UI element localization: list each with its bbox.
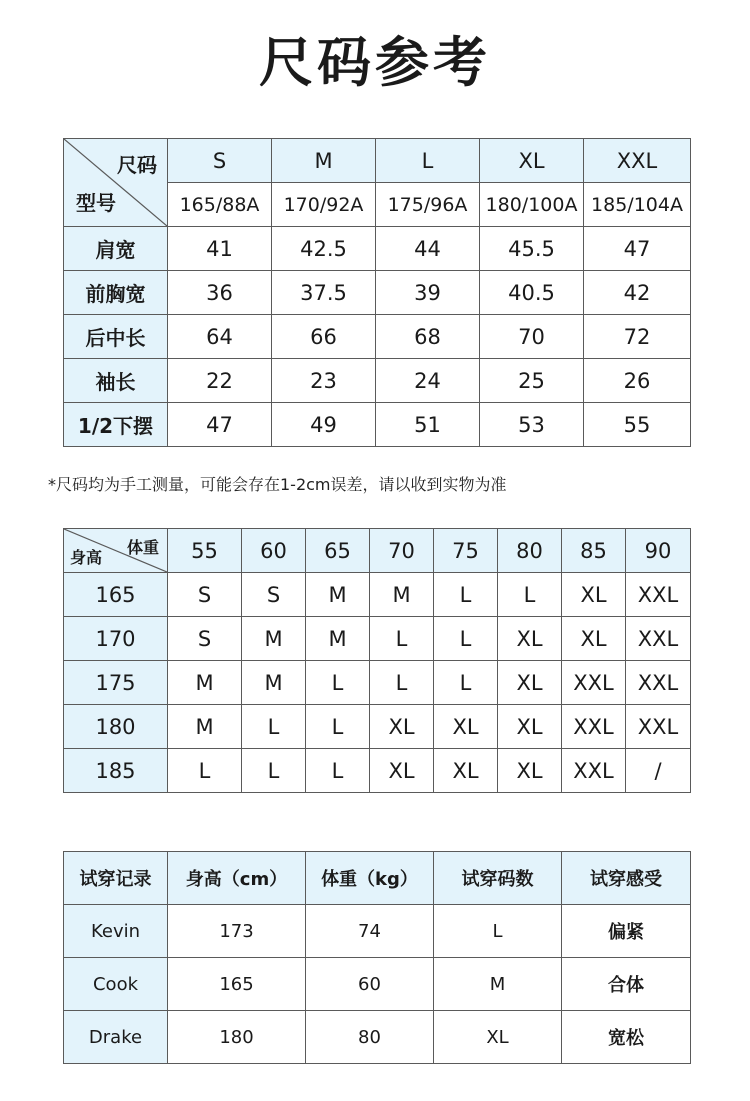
weight-header: 70 — [370, 529, 434, 573]
fit-cell: L — [434, 573, 498, 617]
trial-name: Kevin — [64, 905, 168, 958]
fit-cell: XL — [498, 661, 562, 705]
measure-cell: 47 — [584, 227, 691, 271]
weight-header: 85 — [562, 529, 626, 573]
fit-cell: XL — [370, 705, 434, 749]
fit-cell: L — [370, 617, 434, 661]
trial-height: 180 — [168, 1011, 306, 1064]
height-label: 180 — [64, 705, 168, 749]
size-header-row — [64, 139, 691, 183]
model-cell: 180/100A — [480, 183, 584, 227]
size-header: XL — [480, 139, 584, 183]
measure-label: 肩宽 — [64, 227, 168, 271]
trial-size: XL — [434, 1011, 562, 1064]
fit-cell: XXL — [562, 705, 626, 749]
fit-cell: XXL — [562, 661, 626, 705]
measure-cell: 23 — [272, 359, 376, 403]
measure-cell: 40.5 — [480, 271, 584, 315]
fit-cell: L — [168, 749, 242, 793]
measure-cell: 42.5 — [272, 227, 376, 271]
measure-cell: 24 — [376, 359, 480, 403]
size-header: L — [376, 139, 480, 183]
trial-size: L — [434, 905, 562, 958]
fit-cell: XL — [562, 573, 626, 617]
weight-header: 65 — [306, 529, 370, 573]
fit-cell: L — [306, 661, 370, 705]
measure-row — [64, 315, 691, 359]
measure-row — [64, 403, 691, 447]
trial-header: 试穿感受 — [562, 852, 691, 905]
model-cell: 185/104A — [584, 183, 691, 227]
trial-height: 173 — [168, 905, 306, 958]
corner-height-label: 身高 — [70, 548, 103, 567]
measure-cell: 70 — [480, 315, 584, 359]
measure-cell: 26 — [584, 359, 691, 403]
trial-row — [64, 958, 691, 1011]
size-header: S — [168, 139, 272, 183]
measurement-note: *尺码均为手工测量，可能会存在1-2cm误差，请以收到实物为准 — [48, 475, 507, 494]
fit-cell: XL — [498, 705, 562, 749]
measure-cell: 45.5 — [480, 227, 584, 271]
measure-cell: 68 — [376, 315, 480, 359]
model-cell: 165/88A — [168, 183, 272, 227]
fit-cell: L — [370, 661, 434, 705]
weight-header: 80 — [498, 529, 562, 573]
trial-weight: 74 — [306, 905, 434, 958]
fit-row — [64, 749, 691, 793]
trial-name: Drake — [64, 1011, 168, 1064]
fit-row — [64, 661, 691, 705]
fit-cell: XXL — [626, 705, 691, 749]
fit-cell: M — [306, 617, 370, 661]
fit-cell: M — [168, 705, 242, 749]
corner-model-label: 型号 — [76, 191, 116, 215]
trial-feel: 合体 — [562, 958, 691, 1011]
measure-row — [64, 227, 691, 271]
measure-cell: 22 — [168, 359, 272, 403]
fit-cell: M — [242, 617, 306, 661]
size-header: XXL — [584, 139, 691, 183]
height-label: 170 — [64, 617, 168, 661]
measure-cell: 49 — [272, 403, 376, 447]
size-header: M — [272, 139, 376, 183]
trial-header: 身高（cm） — [168, 852, 306, 905]
fit-cell: L — [498, 573, 562, 617]
measure-cell: 42 — [584, 271, 691, 315]
fit-recommend-table — [63, 528, 691, 793]
fit-cell: XL — [498, 617, 562, 661]
trial-header: 试穿码数 — [434, 852, 562, 905]
trial-row — [64, 1011, 691, 1064]
size-corner-cell — [64, 139, 168, 227]
fit-cell: XL — [370, 749, 434, 793]
trial-row — [64, 905, 691, 958]
measure-cell: 55 — [584, 403, 691, 447]
measure-cell: 72 — [584, 315, 691, 359]
measure-cell: 64 — [168, 315, 272, 359]
fit-cell: XXL — [626, 573, 691, 617]
fit-cell: XXL — [562, 749, 626, 793]
fit-row — [64, 573, 691, 617]
fit-cell: L — [306, 705, 370, 749]
fit-corner-cell — [64, 529, 168, 573]
fit-cell: S — [168, 573, 242, 617]
fit-cell: XXL — [626, 617, 691, 661]
trial-header: 试穿记录 — [64, 852, 168, 905]
measure-cell: 47 — [168, 403, 272, 447]
fit-cell: XL — [434, 749, 498, 793]
fit-cell: XL — [562, 617, 626, 661]
measure-cell: 51 — [376, 403, 480, 447]
trial-height: 165 — [168, 958, 306, 1011]
page-title: 尺码参考 — [259, 31, 491, 94]
measure-cell: 25 — [480, 359, 584, 403]
trial-header: 体重（kg） — [306, 852, 434, 905]
measure-cell: 53 — [480, 403, 584, 447]
height-label: 185 — [64, 749, 168, 793]
height-label: 165 — [64, 573, 168, 617]
fit-row — [64, 617, 691, 661]
measure-cell: 66 — [272, 315, 376, 359]
measure-cell: 39 — [376, 271, 480, 315]
fit-cell: M — [370, 573, 434, 617]
fit-cell: L — [242, 705, 306, 749]
height-label: 175 — [64, 661, 168, 705]
corner-size-label: 尺码 — [117, 153, 157, 177]
weight-header-row — [64, 529, 691, 573]
trial-header-row — [64, 852, 691, 905]
trial-weight: 80 — [306, 1011, 434, 1064]
measure-label: 后中长 — [64, 315, 168, 359]
measure-label: 1/2下摆 — [64, 403, 168, 447]
measure-cell: 41 — [168, 227, 272, 271]
size-chart-table — [63, 138, 691, 447]
fit-cell: M — [306, 573, 370, 617]
fit-cell: S — [168, 617, 242, 661]
fit-cell: L — [242, 749, 306, 793]
fit-cell: L — [306, 749, 370, 793]
measure-cell: 36 — [168, 271, 272, 315]
measure-cell: 44 — [376, 227, 480, 271]
weight-header: 60 — [242, 529, 306, 573]
fit-cell: L — [434, 661, 498, 705]
trial-feel: 偏紧 — [562, 905, 691, 958]
weight-header: 55 — [168, 529, 242, 573]
fit-row — [64, 705, 691, 749]
measure-cell: 37.5 — [272, 271, 376, 315]
trial-name: Cook — [64, 958, 168, 1011]
fit-cell: L — [434, 617, 498, 661]
trial-feel: 宽松 — [562, 1011, 691, 1064]
trial-size: M — [434, 958, 562, 1011]
model-cell: 170/92A — [272, 183, 376, 227]
trial-record-table — [63, 851, 691, 1064]
weight-header: 75 — [434, 529, 498, 573]
fit-cell: M — [168, 661, 242, 705]
fit-cell: S — [242, 573, 306, 617]
measure-label: 袖长 — [64, 359, 168, 403]
weight-header: 90 — [626, 529, 691, 573]
measure-row — [64, 359, 691, 403]
measure-row — [64, 271, 691, 315]
fit-cell: XL — [434, 705, 498, 749]
measure-label: 前胸宽 — [64, 271, 168, 315]
fit-cell: M — [242, 661, 306, 705]
fit-cell: XXL — [626, 661, 691, 705]
trial-weight: 60 — [306, 958, 434, 1011]
fit-cell: / — [626, 749, 691, 793]
fit-cell: XL — [498, 749, 562, 793]
corner-weight-label: 体重 — [126, 538, 159, 557]
model-cell: 175/96A — [376, 183, 480, 227]
